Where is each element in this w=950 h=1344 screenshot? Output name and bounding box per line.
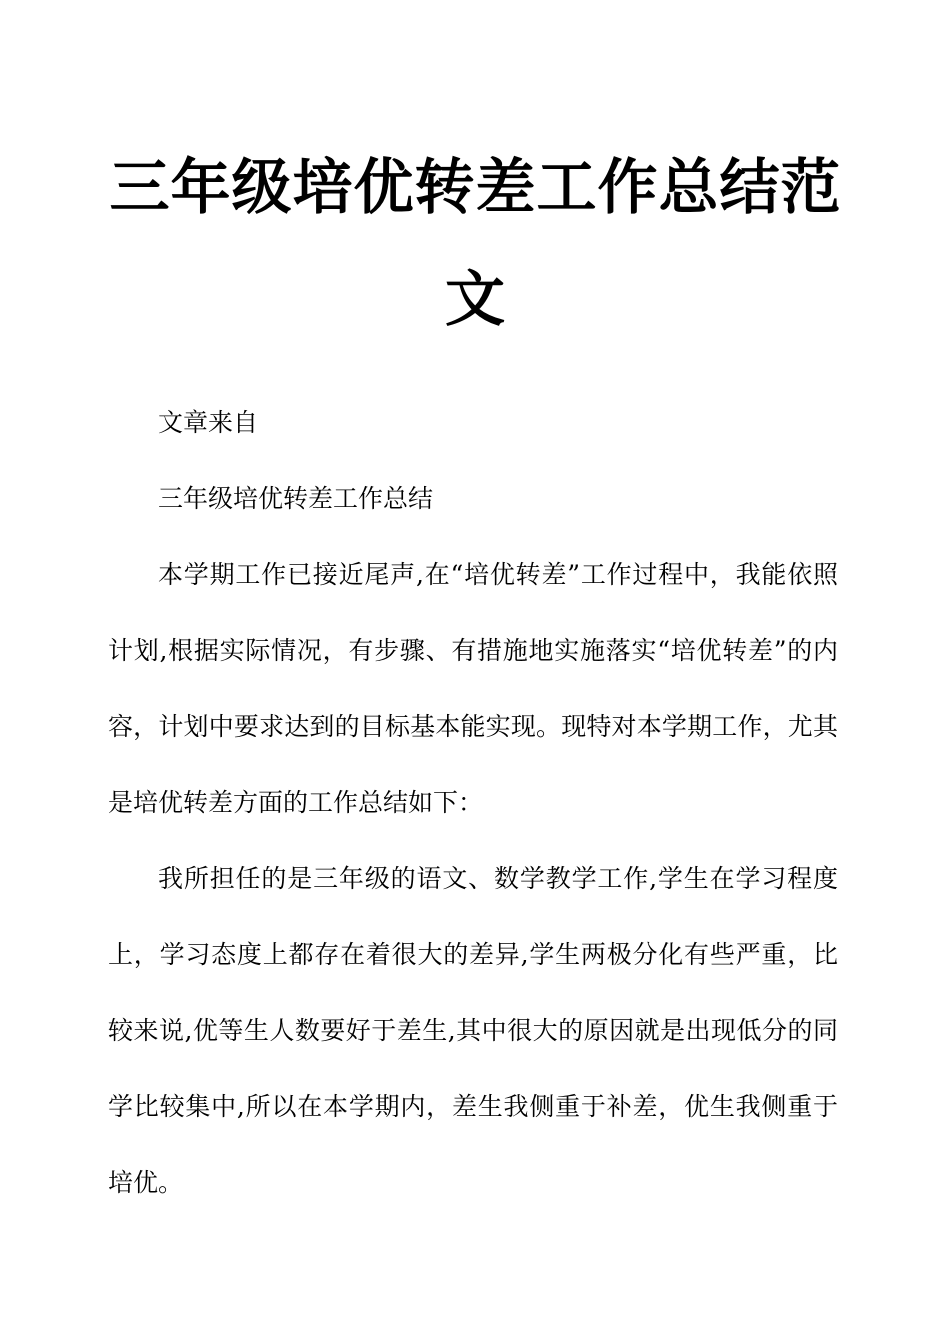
document-body <box>108 385 838 1221</box>
paragraph-source: 文章来自 <box>158 408 259 437</box>
paragraph-situation: 我所担任的是三年级的语文、数学教学工作,学生在学习程度上，学习态度上都存在着很大的差异,学生两极分化有些严重，比较来说,优等生人数要好于差生,其中很大的原因就是出现低分的同学比较集中,所以在本学期内，差生我侧重于补差，优生我侧重于培优。 <box>108 864 838 1197</box>
paragraph-intro: 本学期工作已接近尾声,在“培优转差”工作过程中，我能依照计划,根据实际情况，有步骤、有措施地实施落实“培优转差”的内容，计划中要求达到的目标基本能实现。现特对本学期工作，尤其是培优转差方面的工作总结如下： <box>108 560 838 817</box>
paragraph-subtitle: 三年级培优转差工作总结 <box>158 484 434 513</box>
document-title: 三年级培优转差工作总结范文 <box>109 153 842 335</box>
